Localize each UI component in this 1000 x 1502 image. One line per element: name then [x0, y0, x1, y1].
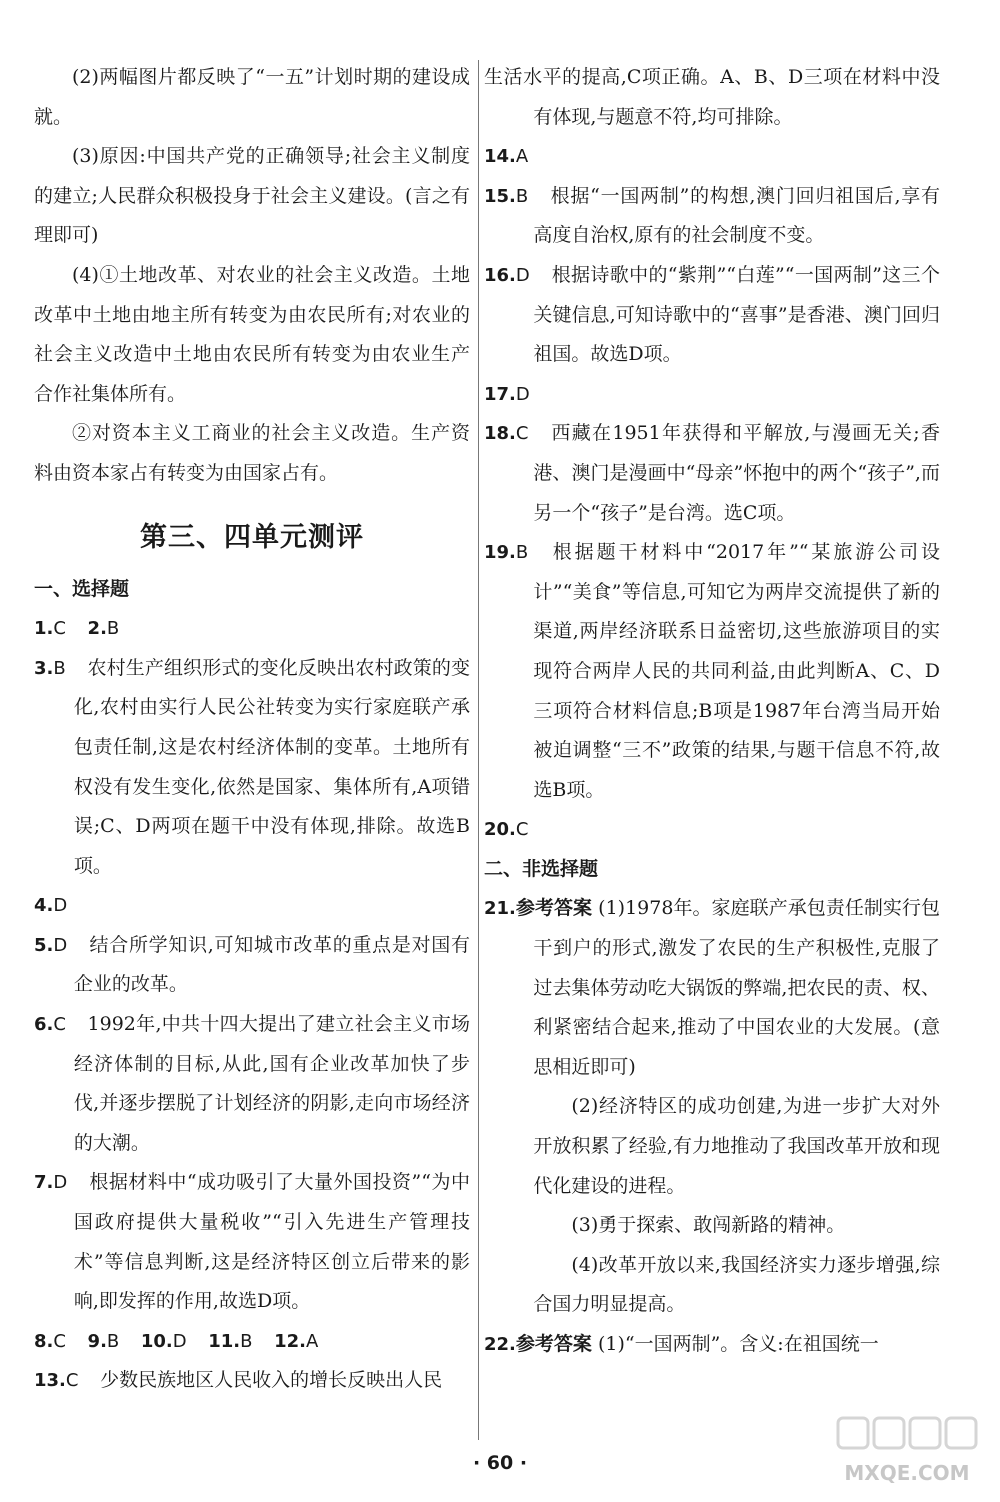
- item-number: 6.: [34, 1014, 54, 1036]
- item-answer: B: [106, 618, 120, 640]
- answer-paragraph: (3)原因:中国共产党的正确领导;社会主义制度的建立;人民群众积极投身于社会主义建设。(言之有理即可): [34, 145, 470, 247]
- watermark-text: MXQE.COM: [844, 1461, 970, 1485]
- item-explanation: 根据“一国两制”的构想,澳门回归祖国后,享有高度自治权,原有的社会制度不变。: [533, 184, 940, 247]
- item-answer: D: [172, 1330, 187, 1352]
- item-answer: C: [53, 1330, 66, 1352]
- page-number: · 60 ·: [472, 1452, 528, 1474]
- item-explanation: 根据诗歌中的“紫荆”“白莲”“一国两制”这三个关键信息,可知诗歌中的“喜事”是香港、澳门回归祖国。故选D项。: [533, 263, 940, 366]
- answer-item: [484, 137, 940, 177]
- item-answer: D: [515, 264, 530, 286]
- item-explanation: 西藏在1951年获得和平解放,与漫画无关;香港、澳门是漫画中“母亲”怀抱中的两个“孩子”,而另一个“孩子”是台湾。选C项。: [533, 422, 940, 524]
- item-answer: C: [65, 1370, 79, 1392]
- answer-row: [34, 1322, 470, 1362]
- answer-paragraph: (4)①土地改革、对农业的社会主义改造。土地改革中土地由地主所有转变为由农民所有;对农业的社会主义改造中土地由农民所有转变为由农业生产合作社集体所有。: [34, 263, 470, 405]
- item-number: 7.: [34, 1172, 54, 1194]
- item-number: 5.: [34, 934, 54, 956]
- answer-item: [484, 414, 940, 533]
- item-number: 13.: [34, 1370, 66, 1392]
- answer-paragraph: (2)两幅图片都反映了“一五”计划时期的建设成就。: [34, 66, 470, 128]
- answer-item: [34, 1163, 470, 1321]
- answer-item: [34, 1005, 470, 1163]
- item-number: 15.: [484, 185, 516, 207]
- item-answer: A: [515, 146, 529, 168]
- item-explanation: (1)“一国两制”。含义:在祖国统一: [597, 1333, 879, 1355]
- item-number: 12.: [274, 1330, 306, 1352]
- answer-item: [34, 926, 470, 1005]
- answer-item: [34, 1361, 470, 1401]
- item-answer: D: [53, 1172, 68, 1194]
- item-explanation: 结合所学知识,可知城市改革的重点是对国有企业的改革。: [73, 933, 470, 996]
- item-explanation: 根据材料中“成功吸引了大量外国投资”“为中国政府提供大量税收”“引入先进生产管理技术”等信息判断,这是经济特区创立后带来的影响,即发挥的作用,故选D项。: [73, 1171, 470, 1313]
- reference-answer-label: 参考答案: [515, 897, 593, 920]
- item-number: 4.: [34, 895, 54, 917]
- answer-item: [34, 649, 470, 887]
- item-number: 3.: [34, 657, 54, 679]
- section-title: 第三、四单元测评: [140, 521, 364, 553]
- item-number: 1.: [34, 618, 54, 640]
- item-number: 21.: [484, 898, 516, 920]
- right-column: [484, 58, 940, 1365]
- answer-paragraph: ②对资本主义工商业的社会主义改造。生产资料由资本家占有转变为由国家占有。: [34, 422, 470, 484]
- item-answer: A: [305, 1330, 319, 1352]
- item-explanation: 农村生产组织形式的变化反映出农村政策的变化,农村由实行人民公社转变为实行家庭联产承包责任制,这是农村经济体制的变革。土地所有权没有发生变化,依然是国家、集体所有,A项错误;C、D两项在题干中没有体现,排除。故选B项。: [73, 656, 470, 877]
- item-number: 17.: [484, 383, 516, 405]
- answer-item: [484, 177, 940, 256]
- answer-item: [484, 810, 940, 850]
- item-number: 10.: [140, 1330, 173, 1352]
- item-explanation: 根据题干材料中“2017年”“某旅游公司设计”“美食”等信息,可知它为两岸交流提供了新的渠道,两岸经济联系日益密切,这些旅游项目的实现符合两岸人民的共同利益,由此判断A、C、D三项符合材料信息;B项是1987年台湾当局开始被迫调整“三不”政策的结果,与题干信息不符,故选B项。: [533, 541, 940, 801]
- section-heading-nonchoice: 二、非选择题: [484, 857, 599, 880]
- item-answer: C: [53, 618, 66, 640]
- answer-item: [34, 609, 470, 649]
- item-answer: D: [53, 934, 68, 956]
- item-explanation: (1)1978年。家庭联产承包责任制实行包干到户的形式,激发了农民的生产积极性,克服了过去集体劳动吃大锅饭的弊端,把农民的责、权、利紧密结合起来,推动了中国农业的大发展。(意思相近即可): [533, 897, 940, 1078]
- item-number: 22.: [484, 1334, 516, 1355]
- item-answer: B: [515, 542, 529, 564]
- answer-paragraph: (4)改革开放以来,我国经济实力逐步增强,综合国力明显提高。: [533, 1253, 940, 1316]
- column-divider: [478, 60, 479, 1440]
- item-number: 9.: [87, 1330, 107, 1352]
- left-column: [34, 58, 470, 1401]
- watermark-logo: [832, 1412, 982, 1492]
- continued-explanation: [484, 58, 940, 137]
- item-number: 19.: [484, 542, 516, 564]
- answer-item: [34, 886, 470, 926]
- item-number: 18.: [484, 423, 516, 445]
- answer-item-21: [484, 889, 940, 1087]
- item-number: 11.: [208, 1330, 241, 1352]
- item-answer: B: [515, 185, 529, 207]
- item-number: 2.: [87, 618, 107, 640]
- answer-paragraph: (2)经济特区的成功创建,为进一步扩大对外开放积累了经验,有力地推动了我国改革开放和现代化建设的进程。: [533, 1095, 940, 1197]
- item-number: 14.: [484, 146, 516, 168]
- item-explanation: 1992年,中共十四大提出了建立社会主义市场经济体制的目标,从此,国有企业改革加快了步伐,并逐步摆脱了计划经济的阴影,走向市场经济的大潮。: [73, 1013, 470, 1154]
- section-heading-choice: 一、选择题: [34, 577, 130, 600]
- item-answer: C: [515, 819, 529, 841]
- item-answer: B: [240, 1330, 253, 1352]
- item-explanation: 少数民族地区人民收入的增长反映出人民: [100, 1369, 443, 1392]
- item-number: 20.: [484, 819, 516, 841]
- item-answer: C: [53, 1014, 66, 1036]
- item-answer: C: [515, 423, 529, 445]
- item-number: 8.: [34, 1330, 54, 1352]
- answer-item-22: [484, 1325, 940, 1365]
- answer-item: [484, 256, 940, 375]
- reference-answer-label: 参考答案: [515, 1333, 592, 1355]
- item-answer: D: [53, 895, 68, 917]
- item-answer: D: [515, 383, 530, 405]
- answer-paragraph: (3)勇于探索、敢闯新路的精神。: [571, 1214, 846, 1237]
- answer-item: [484, 375, 940, 415]
- item-number: 16.: [484, 264, 516, 286]
- answer-item: [484, 533, 940, 810]
- item-answer: B: [53, 657, 66, 679]
- item-answer: B: [106, 1330, 120, 1352]
- continued-text: 生活水平的提高,C项正确。A、B、D三项在材料中没有体现,与题意不符,均可排除。: [484, 66, 940, 128]
